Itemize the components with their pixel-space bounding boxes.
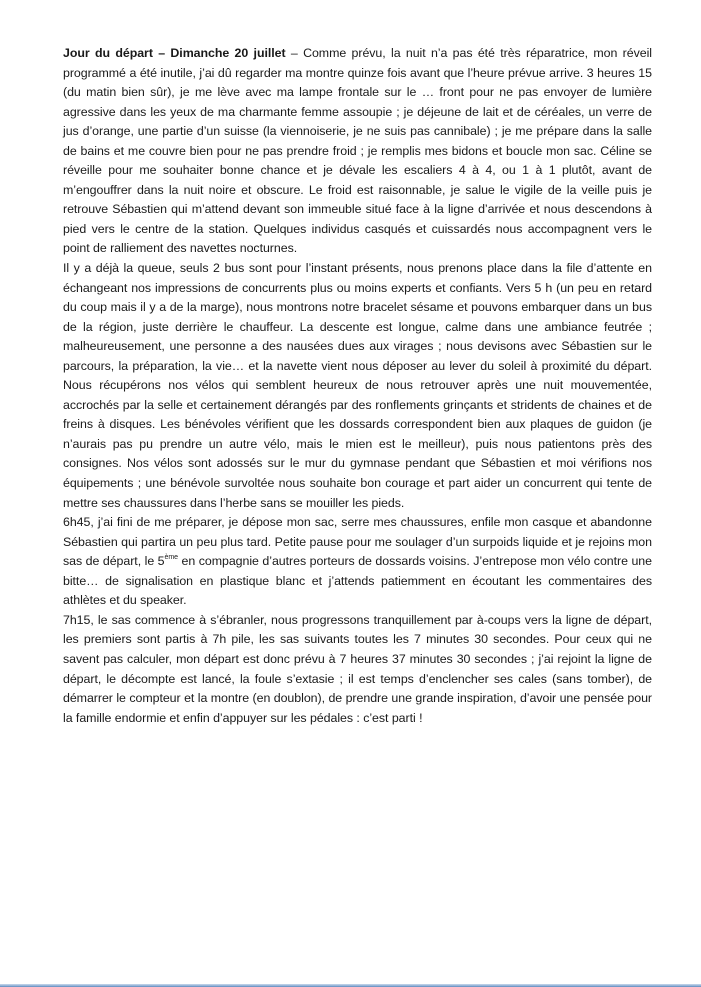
- paragraph-text: en compagnie d’autres porteurs de dossards voisins. J’entrepose mon vélo contre une bitte… de signalisation en plastique blanc et j’attends patiemment en écoutant les commentaires des athlètes et du speaker.: [63, 554, 652, 608]
- paragraph-text: 6h45, j’ai fini de me préparer, je dépose mon sac, serre mes chaussures, enfile mon casque et abandonne Sébastien qui partira un peu plus tard. Petite pause pour me soulager d’un surpoids liquide et je rejoins mon sas de départ, le 5: [63, 515, 652, 569]
- document-body: [63, 44, 652, 728]
- paragraph-start: [63, 611, 652, 728]
- paragraph-departure-day: [63, 44, 652, 259]
- paragraph-text: Il y a déjà la queue, seuls 2 bus sont pour l’instant présents, nous prenons place dans la file d’attente en échangeant nos impressions de concurrents plus ou moins experts et confiants. Vers 5 h (un peu en retard du coup mais il y a de la marge), nous montrons notre bracelet sésame et pouvons embarquer dans un bus de la région, juste derrière le chauffeur. La descente est longue, calme dans une ambiance feutrée ; malheureusement, une personne a des nausées dues aux virages ; nous devisons avec Sébastien sur le parcours, la préparation, la vie… et la navette vient nous déposer au lever du soleil à proximité du départ. Nous récupérons nos vélos qui semblent heureux de nous retrouver après une nuit mouvementée, accrochés par la selle et certainement dérangés par des ronflements grinçants et stridents de chaines et de freins à disques. Les bénévoles vérifient que les dossards correspondent bien aux plaques de guidon (je n’aurais pas pu prendre un autre vélo, mais le mien est le meilleur), puis nous patientons près des consignes. Nos vélos sont adossés sur le mur du gymnase pendant que Sébastien et moi vérifions nos équipements ; une bénévole survoltée nous souhaite bon courage et part aider un concurrent qui tente de mettre ses chaussures dans l’herbe sans se mouiller les pieds.: [63, 261, 652, 510]
- paragraph-text: 7h15, le sas commence à s’ébranler, nous progressons tranquillement par à-coups vers la ligne de départ, les premiers sont partis à 7h pile, les sas suivants toutes les 7 minutes 30 secondes. Pour ceux qui ne savent pas calculer, mon départ est donc prévu à 7 heures 37 minutes 30 secondes ; j’ai rejoint la ligne de départ, le décompte est lancé, la foule s’extasie ; il est temps d’enclencher ses cales (sans tomber), de démarrer le compteur et la montre (en doublon), de prendre une grande inspiration, d’avoir une pensée pour la famille endormie et enfin d’appuyer sur les pédales : c’est parti !: [63, 612, 652, 725]
- paragraph-text: – Comme prévu, la nuit n’a pas été très réparatrice, mon réveil programmé a été inutile, j’ai dû regarder ma montre quinze fois avant que l’heure prévue arrive. 3 heures 15 (du matin bien sûr), je me lève avec ma lampe frontale sur le … front pour ne pas envoyer de lumière agressive dans les yeux de ma charmante femme assoupie ; je déjeune de lait et de céréales, un verre de jus d’orange, une partie d’un suisse (la viennoiserie, je ne suis pas cannibale) ; je me prépare dans la salle de bains et me couvre bien pour ne pas prendre froid ; je remplis mes bidons et boucle mon sac. Céline se réveille pour me souhaiter bonne chance et je dévale les escaliers 4 à 4, ou 1 à 1 plutôt, avant de m’engouffrer dans la nuit noire et obscure. Le froid est raisonnable, je salue le vigile de la veille puis je retrouve Sébastien qui m’attend devant son immeuble situé face à la ligne d’arrivée et nous descendons à pied vers le centre de la station. Quelques individus casqués et cuissardés nous accompagnent vers le point de ralliement des navettes nocturnes.: [63, 46, 652, 256]
- paragraph-bus-queue: [63, 259, 652, 513]
- paragraph-preparation: [63, 513, 652, 611]
- superscript-ordinal: ème: [164, 554, 178, 562]
- paragraph-heading: Jour du départ – Dimanche 20 juillet: [63, 46, 286, 60]
